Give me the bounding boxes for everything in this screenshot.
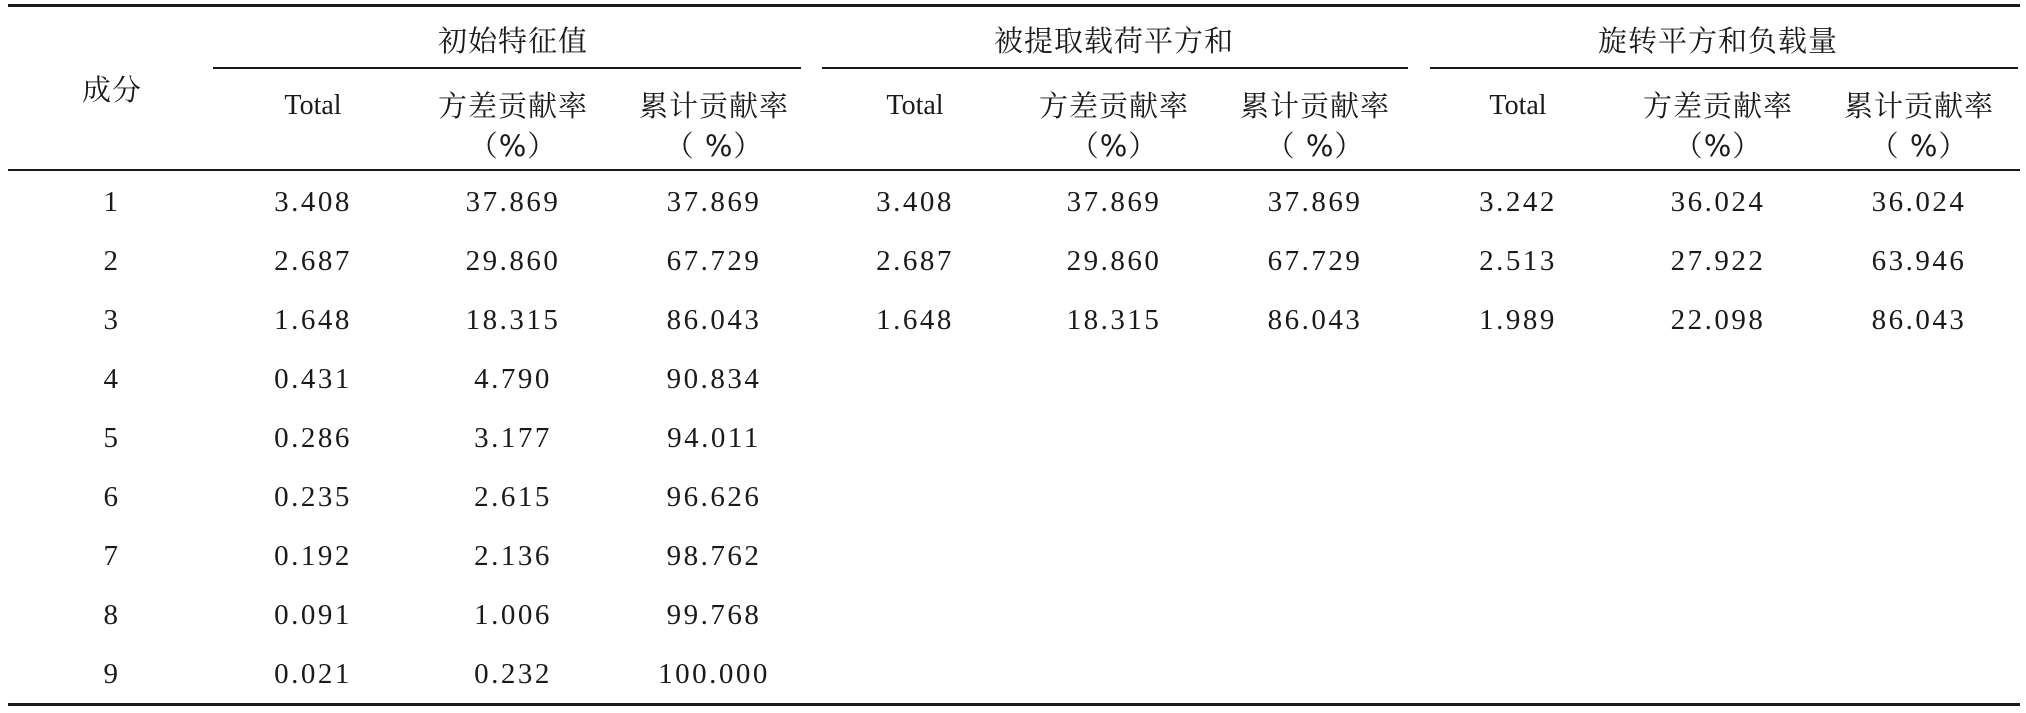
column-header-unit: （ %） bbox=[1869, 129, 1969, 163]
table-row bbox=[0, 359, 2026, 399]
table-cell: 1.989 bbox=[1479, 304, 1557, 336]
table-cell: 27.922 bbox=[1670, 245, 1766, 277]
column-header-label: 方差贡献率 bbox=[437, 89, 588, 123]
group-title-extraction-sums: 被提取载荷平方和 bbox=[993, 24, 1234, 58]
column-header-total bbox=[810, 86, 1020, 126]
table-cell: 67.729 bbox=[666, 245, 762, 277]
table-cell: 0.021 bbox=[274, 658, 352, 690]
table-cell: 36.024 bbox=[1871, 186, 1967, 218]
column-header-total bbox=[208, 86, 418, 126]
group-title-initial-eigenvalues: 初始特征值 bbox=[437, 24, 588, 58]
component-number: 9 bbox=[103, 658, 121, 690]
table-cell: 94.011 bbox=[667, 422, 761, 454]
table-cell: 0.232 bbox=[474, 658, 552, 690]
table-cell: 3.408 bbox=[274, 186, 352, 218]
table-cell: 18.315 bbox=[1066, 304, 1162, 336]
component-number: 1 bbox=[103, 186, 121, 218]
group-underline bbox=[213, 67, 801, 69]
table-cell: 36.024 bbox=[1670, 186, 1766, 218]
table-cell: 1.648 bbox=[876, 304, 954, 336]
table-bottom-rule bbox=[8, 703, 2020, 706]
column-header-cumulative-pct bbox=[609, 86, 819, 166]
table-row bbox=[0, 477, 2026, 517]
column-header-unit: （%） bbox=[1069, 129, 1159, 163]
component-number: 5 bbox=[103, 422, 121, 454]
table-cell: 99.768 bbox=[666, 599, 762, 631]
table-cell: 86.043 bbox=[1267, 304, 1363, 336]
column-header-unit: （ %） bbox=[664, 129, 764, 163]
table-row bbox=[0, 300, 2026, 340]
component-number: 4 bbox=[103, 363, 121, 395]
table-cell: 29.860 bbox=[1066, 245, 1162, 277]
column-header-cumulative-pct bbox=[1814, 86, 2024, 166]
table-cell: 37.869 bbox=[666, 186, 762, 218]
table-cell: 3.408 bbox=[876, 186, 954, 218]
table-cell: 3.177 bbox=[474, 422, 552, 454]
header-bottom-rule bbox=[8, 169, 2020, 171]
group-underline bbox=[822, 67, 1408, 69]
table-cell: 2.687 bbox=[876, 245, 954, 277]
column-header-label: Total bbox=[284, 90, 342, 121]
table-cell: 29.860 bbox=[465, 245, 561, 277]
table-cell: 2.687 bbox=[274, 245, 352, 277]
column-header-unit: （%） bbox=[1673, 129, 1763, 163]
column-header-label: 方差贡献率 bbox=[1642, 89, 1793, 123]
table-cell: 96.626 bbox=[666, 481, 762, 513]
column-header-variance-pct bbox=[1613, 86, 1823, 166]
table-cell: 0.091 bbox=[274, 599, 352, 631]
table-cell: 98.762 bbox=[666, 540, 762, 572]
group-title-rotation-sums: 旋转平方和负载量 bbox=[1597, 24, 1838, 58]
table-cell: 4.790 bbox=[474, 363, 552, 395]
table-cell: 2.513 bbox=[1479, 245, 1557, 277]
table-cell: 37.869 bbox=[465, 186, 561, 218]
column-header-cumulative-pct bbox=[1210, 86, 1420, 166]
column-header-variance-pct bbox=[1009, 86, 1219, 166]
table-cell: 37.869 bbox=[1267, 186, 1363, 218]
column-header-label: Total bbox=[886, 90, 944, 121]
table-cell: 1.006 bbox=[474, 599, 552, 631]
table-cell: 90.834 bbox=[666, 363, 762, 395]
table-cell: 0.286 bbox=[274, 422, 352, 454]
table-cell: 22.098 bbox=[1670, 304, 1766, 336]
table-cell: 86.043 bbox=[1871, 304, 1967, 336]
table-cell: 1.648 bbox=[274, 304, 352, 336]
component-number: 6 bbox=[103, 481, 121, 513]
column-header-label: Total bbox=[1489, 90, 1547, 121]
stub-header: 成分 bbox=[81, 73, 142, 107]
table-row bbox=[0, 418, 2026, 458]
component-number: 8 bbox=[103, 599, 121, 631]
table-cell: 18.315 bbox=[465, 304, 561, 336]
table-cell: 3.242 bbox=[1479, 186, 1557, 218]
column-header-unit: （ %） bbox=[1265, 129, 1365, 163]
table-row bbox=[0, 182, 2026, 222]
table-cell: 37.869 bbox=[1066, 186, 1162, 218]
table-cell: 63.946 bbox=[1871, 245, 1967, 277]
table-top-rule bbox=[8, 4, 2020, 7]
column-header-total bbox=[1413, 86, 1623, 126]
column-header-label: 累计贡献率 bbox=[638, 89, 789, 123]
component-number: 7 bbox=[103, 540, 121, 572]
table-cell: 2.136 bbox=[474, 540, 552, 572]
table-row bbox=[0, 241, 2026, 281]
table-cell: 67.729 bbox=[1267, 245, 1363, 277]
table-cell: 2.615 bbox=[474, 481, 552, 513]
table-cell: 100.000 bbox=[658, 658, 770, 690]
table-row bbox=[0, 654, 2026, 694]
group-underline bbox=[1430, 67, 2018, 69]
column-header-unit: （%） bbox=[468, 129, 558, 163]
column-header-label: 累计贡献率 bbox=[1239, 89, 1390, 123]
column-header-label: 方差贡献率 bbox=[1038, 89, 1189, 123]
column-header-variance-pct bbox=[408, 86, 618, 166]
component-number: 2 bbox=[103, 245, 121, 277]
table-cell: 0.431 bbox=[274, 363, 352, 395]
table-cell: 0.235 bbox=[274, 481, 352, 513]
table-row bbox=[0, 536, 2026, 576]
table-cell: 0.192 bbox=[274, 540, 352, 572]
component-number: 3 bbox=[103, 304, 121, 336]
column-header-label: 累计贡献率 bbox=[1843, 89, 1994, 123]
table-row bbox=[0, 595, 2026, 635]
table-cell: 86.043 bbox=[666, 304, 762, 336]
